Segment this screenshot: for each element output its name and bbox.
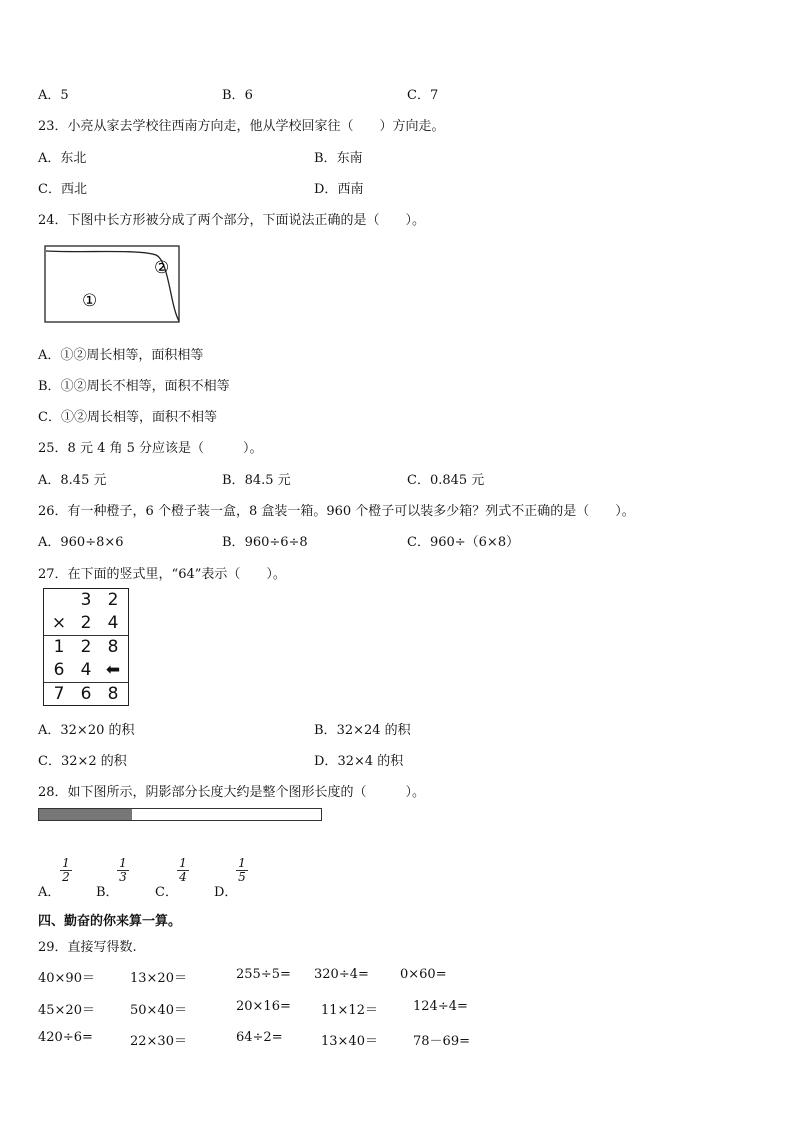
calc-item: 0×60= [400,967,447,982]
q25-stem: 25．8 元 4 角 5 分应该是（ ）。 [38,441,263,456]
q28-option-a-fraction: $\frac{1}{2}$ [60,857,72,884]
calc-item: 124÷4= [413,999,468,1014]
grid-cell: 3 [80,590,92,610]
q22-option-c: C．7 [407,88,439,103]
q25-option-b: B．84.5 元 [222,473,291,488]
grid-row [44,612,128,635]
shaded-portion [39,809,132,820]
q28-option-b-letter: B． [96,885,119,900]
grid-cell: 1 [53,637,65,657]
q23-option-c: C．西北 [38,182,87,197]
q23-stem: 23．小亮从家去学校往西南方向走，他从学校回家往（ ）方向走。 [38,119,445,134]
q28-option-b-fraction: $\frac{1}{3}$ [117,857,129,884]
grid-row [44,683,128,706]
grid-cell: 2 [80,637,92,657]
divided-rectangle-figure [44,245,180,323]
q23-option-b: B．东南 [314,151,363,166]
calc-item: 11×12＝ [321,1003,378,1018]
q25-option-c: C．0.845 元 [407,473,485,488]
q23-option-a: A．东北 [38,151,87,166]
q28-option-c-fraction: $\frac{1}{4}$ [177,857,189,884]
grid-cell: 4 [107,613,119,633]
calc-item: 255÷5= [236,967,291,982]
section-title: 四、勤奋的你来算一算。 [38,914,182,929]
grid-cell: 6 [53,660,65,680]
grid-cell: 8 [107,684,119,704]
calc-item: 50×40＝ [130,1003,187,1018]
q27-option-d: D．32×4 的积 [314,754,404,769]
calc-item: 64÷2= [236,1030,283,1045]
grid-cell: 2 [107,590,119,610]
part-2-label: ② [154,258,170,278]
q28-option-d-fraction: $\frac{1}{5}$ [236,857,248,884]
q24-option-c: C．①②周长相等，面积不相等 [38,410,217,425]
q28-option-c-letter: C． [155,885,178,900]
q27-option-c: C．32×2 的积 [38,754,127,769]
shaded-bar [38,808,322,821]
calc-item: 320÷4= [314,967,369,982]
grid-cell: 4 [80,660,92,680]
q24-option-a: A．①②周长相等，面积相等 [38,348,204,363]
q26-option-b: B．960÷6÷8 [222,535,308,550]
calc-item: 13×40＝ [321,1034,378,1049]
q23-option-d: D．西南 [314,182,364,197]
calc-item: 45×20＝ [38,1003,95,1018]
part-1-label: ① [82,291,98,311]
calc-item: 20×16= [236,999,291,1014]
q26-option-a: A．960÷8×6 [38,535,124,550]
q22-option-a: A．5 [38,88,69,103]
calc-item: 13×20＝ [130,971,187,986]
grid-cell: × [51,613,67,633]
calc-item: 40×90＝ [38,971,95,986]
calc-item: 22×30＝ [130,1034,187,1049]
grid-cell: 7 [53,684,65,704]
grid-cell: 6 [80,684,92,704]
grid-row [44,636,128,659]
q24-stem: 24．下图中长方形被分成了两个部分，下面说法正确的是（ ）。 [38,213,426,228]
q22-option-b: B．6 [222,88,253,103]
vertical-multiplication [43,588,129,706]
q27-option-a: A．32×20 的积 [38,723,135,738]
q28-stem: 28．如下图所示，阴影部分长度大约是整个图形长度的（ ）。 [38,785,426,800]
q26-stem: 26．有一种橙子，6 个橙子装一盒，8 盒装一箱。960 个橙子可以装多少箱？列式不正确的是（ ）。 [38,504,635,519]
grid-row [44,589,128,612]
q28-option-a-letter: A． [38,885,61,900]
q27-stem: 27．在下面的竖式里，“64”表示（ ）。 [38,567,286,582]
q25-option-a: A．8.45 元 [38,473,107,488]
q27-option-b: B．32×24 的积 [314,723,411,738]
calc-item: 420÷6= [38,1030,93,1045]
grid-cell: 8 [107,637,119,657]
q24-option-b: B．①②周长不相等，面积不相等 [38,379,230,394]
q29-stem: 29．直接写得数. [38,940,137,955]
grid-row [44,659,128,682]
arrow-left-icon: ⬅ [105,660,121,680]
calc-item: 78－69= [413,1034,470,1049]
q26-option-c: C．960÷（6×8） [407,535,520,550]
grid-cell: 2 [80,613,92,633]
q28-option-d-letter: D． [214,885,238,900]
